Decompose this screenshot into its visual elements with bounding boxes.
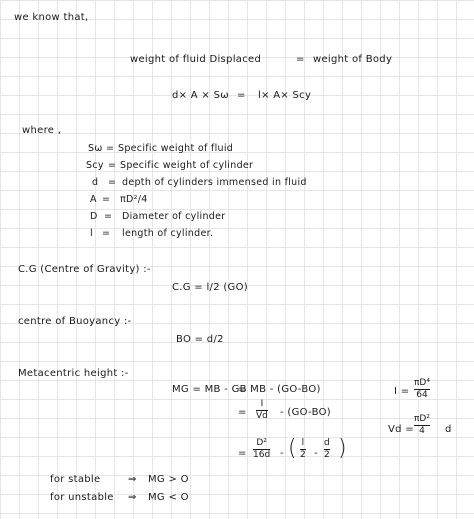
def-sym-l: l [90,228,93,239]
def-sym-scy: Scy [86,160,104,171]
cb-label: centre of Buoyancy :- [18,316,132,327]
principle-rhs: weight of Body [313,54,393,65]
stability-arrow-unstable: ⇒ [128,492,137,503]
def-eq-scy: = [108,160,117,171]
def-eq-sw: = [106,143,115,154]
principle-lhs: weight of fluid Displaced [130,54,262,65]
metacentric-label: Metacentric height :- [18,368,129,379]
side-v-fraction [414,414,430,437]
side-v-lhs: Vd = [388,424,414,435]
side-v-tail: d [445,424,452,435]
mg-line3-a-num: l [301,438,305,448]
def-desc-diam: Diameter of cylinder [122,211,226,222]
mg-line3-a-fraction [300,438,306,461]
intro-text: we know that, [14,12,89,23]
mg-line2-fraction [256,399,268,422]
left-paren: ( [288,436,297,461]
side-v-num: πD² [414,414,430,424]
cg-equation: C.G = l/2 (GO) [172,282,248,293]
stability-arrow-stable: ⇒ [128,474,137,485]
mg-line3-b-fraction [324,438,330,461]
def-eq-d: = [108,177,117,188]
def-desc-scy: Specific weight of cylinder [120,160,254,171]
mg-line3-num: D² [256,438,267,448]
mg-line3-inner-minus: - [314,448,318,459]
stability-cond-stable: for stable [50,474,101,485]
stability-cond-unstable: for unstable [50,492,114,503]
def-desc-a: πD²/4 [120,194,148,205]
side-i-num: πD⁴ [414,378,430,388]
def-eq-diam: = [104,211,113,222]
mg-line2-rest: - (GO-BO) [280,407,331,418]
mg-line2-den: Vd [256,411,268,421]
mg-line3-fraction [253,438,270,461]
def-sym-sw: Sω [88,143,103,154]
def-sym-diam: D [90,211,98,222]
mg-line1: MG = MB - GB [172,384,247,395]
principle-eq: = [296,54,305,65]
cb-equation: BO = d/2 [176,334,224,345]
mg-line3-b-num: d [324,438,330,448]
def-sym-d: d [92,177,99,188]
def-desc-d: depth of cylinders immensed in fluid [122,177,307,188]
def-eq-a: = [102,194,111,205]
mg-line1b: = MB - (GO-BO) [238,384,321,395]
equation1-eq: = [237,90,246,101]
mg-line3-minus: - [280,448,284,459]
side-i-den: 64 [416,390,428,400]
equation1-rhs: l× A× Scy [258,90,312,101]
def-desc-l: length of cylinder. [122,228,214,239]
side-i-lhs: I = [394,386,410,397]
def-sym-a: A [90,194,97,205]
where-label: where , [22,125,62,136]
side-v-den: 4 [419,426,425,436]
mg-line3-b-den: 2 [324,450,330,460]
def-eq-l: = [102,228,111,239]
equation1-lhs: d× A × Sω [172,90,229,101]
mg-line3-a-den: 2 [300,450,306,460]
mg-line2-eq: = [238,407,247,418]
mg-line2-num: I [260,399,264,409]
mg-line3-eq: = [238,448,247,459]
stability-expr-stable: MG > O [148,474,189,485]
stability-expr-unstable: MG < O [148,492,189,503]
side-i-fraction [414,378,430,401]
mg-line3-den: 16d [253,450,271,460]
def-desc-sw: Specific weight of fluid [118,143,234,154]
right-paren: ) [338,436,347,461]
cg-label: C.G (Centre of Gravity) :- [18,264,151,275]
